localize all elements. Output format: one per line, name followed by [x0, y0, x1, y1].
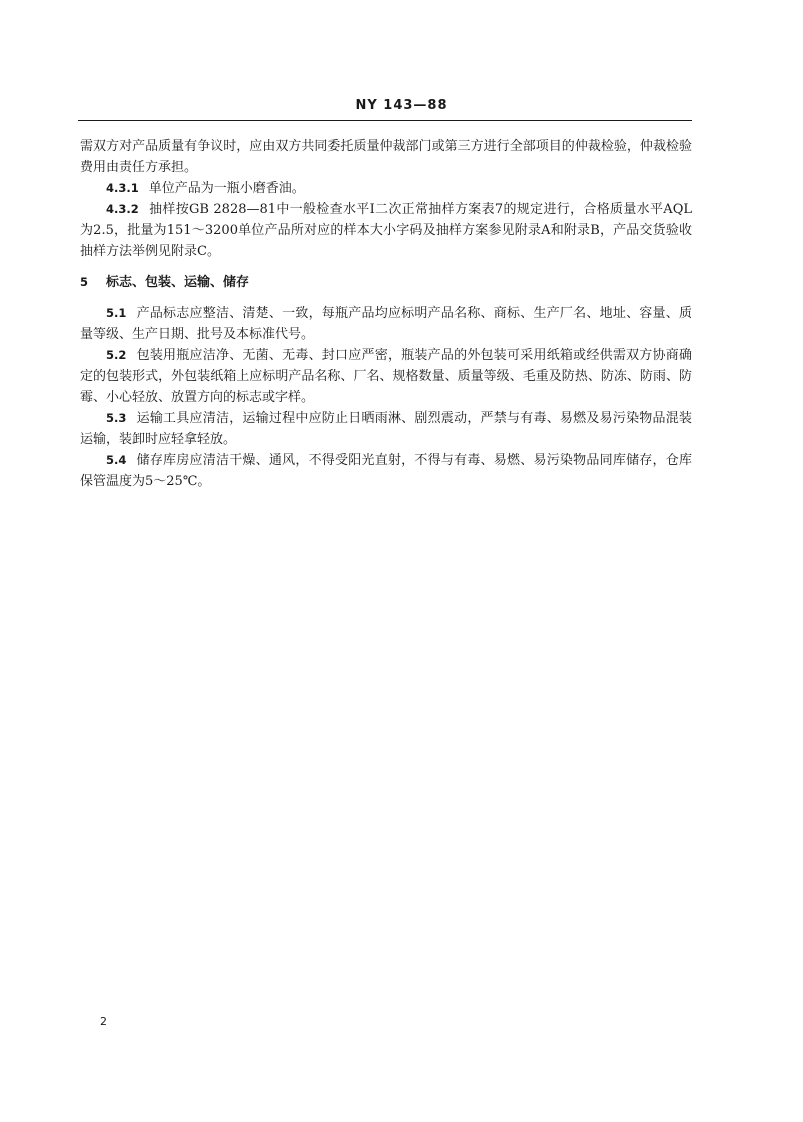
- paragraph-continuation: 需双方对产品质量有争议时，应由双方共同委托质量仲裁部门或第三方进行全部项目的仲裁检验，仲裁检验费用由责任方承担。: [80, 139, 692, 175]
- clause-text: 单位产品为一瓶小磨香油。: [148, 181, 305, 196]
- clause-5-3: [80, 408, 692, 450]
- document-body: [80, 136, 692, 492]
- clause-number: 5.1: [106, 306, 127, 320]
- clause-number: 5.4: [106, 453, 127, 467]
- clause-number: 5.2: [106, 348, 127, 362]
- document-header: NY 143—88: [355, 98, 448, 113]
- clause-number: 4.3.1: [106, 181, 139, 195]
- clause-5-4: [80, 450, 692, 492]
- section-title: 标志、包装、运输、储存: [106, 275, 250, 290]
- section-5-heading: [80, 272, 692, 293]
- section-number: 5: [80, 275, 89, 289]
- page-number: 2: [100, 1015, 107, 1028]
- clause-4-3-2: [80, 199, 692, 262]
- clause-4-3-1: [80, 178, 692, 199]
- clause-5-1: [80, 303, 692, 345]
- clause-text: 抽样按GB 2828—81中一般检查水平Ⅰ二次正常抽样方案表7的规定进行，合格质量水平AQL为2.5，批量为151～3200单位产品所对应的样本大小字码及抽样方案参见附录A和附录B，产品交货验收抽样方法举例见附录C。: [80, 202, 692, 259]
- clause-text: 包装用瓶应洁净、无菌、无毒、封口应严密，瓶装产品的外包装可采用纸箱或经供需双方协商确定的包装形式，外包装纸箱上应标明产品名称、厂名、规格数量、质量等级、毛重及防热、防冻、防雨、防霉、小心轻放、放置方向的标志或字样。: [80, 348, 692, 405]
- clause-text: 储存库房应清洁干燥、通风，不得受阳光直射，不得与有毒、易燃、易污染物品同库储存，仓库保管温度为5～25℃。: [80, 453, 692, 489]
- clause-number: 4.3.2: [106, 202, 139, 216]
- header-rule: [78, 120, 692, 121]
- clause-5-2: [80, 345, 692, 408]
- clause-text: 产品标志应整洁、清楚、一致，每瓶产品均应标明产品名称、商标、生产厂名、地址、容量、质量等级、生产日期、批号及本标准代号。: [80, 306, 692, 342]
- clause-text: 运输工具应清洁，运输过程中应防止日晒雨淋、剧烈震动，严禁与有毒、易燃及易污染物品混装运输，装卸时应轻拿轻放。: [80, 411, 692, 447]
- clause-number: 5.3: [106, 411, 127, 425]
